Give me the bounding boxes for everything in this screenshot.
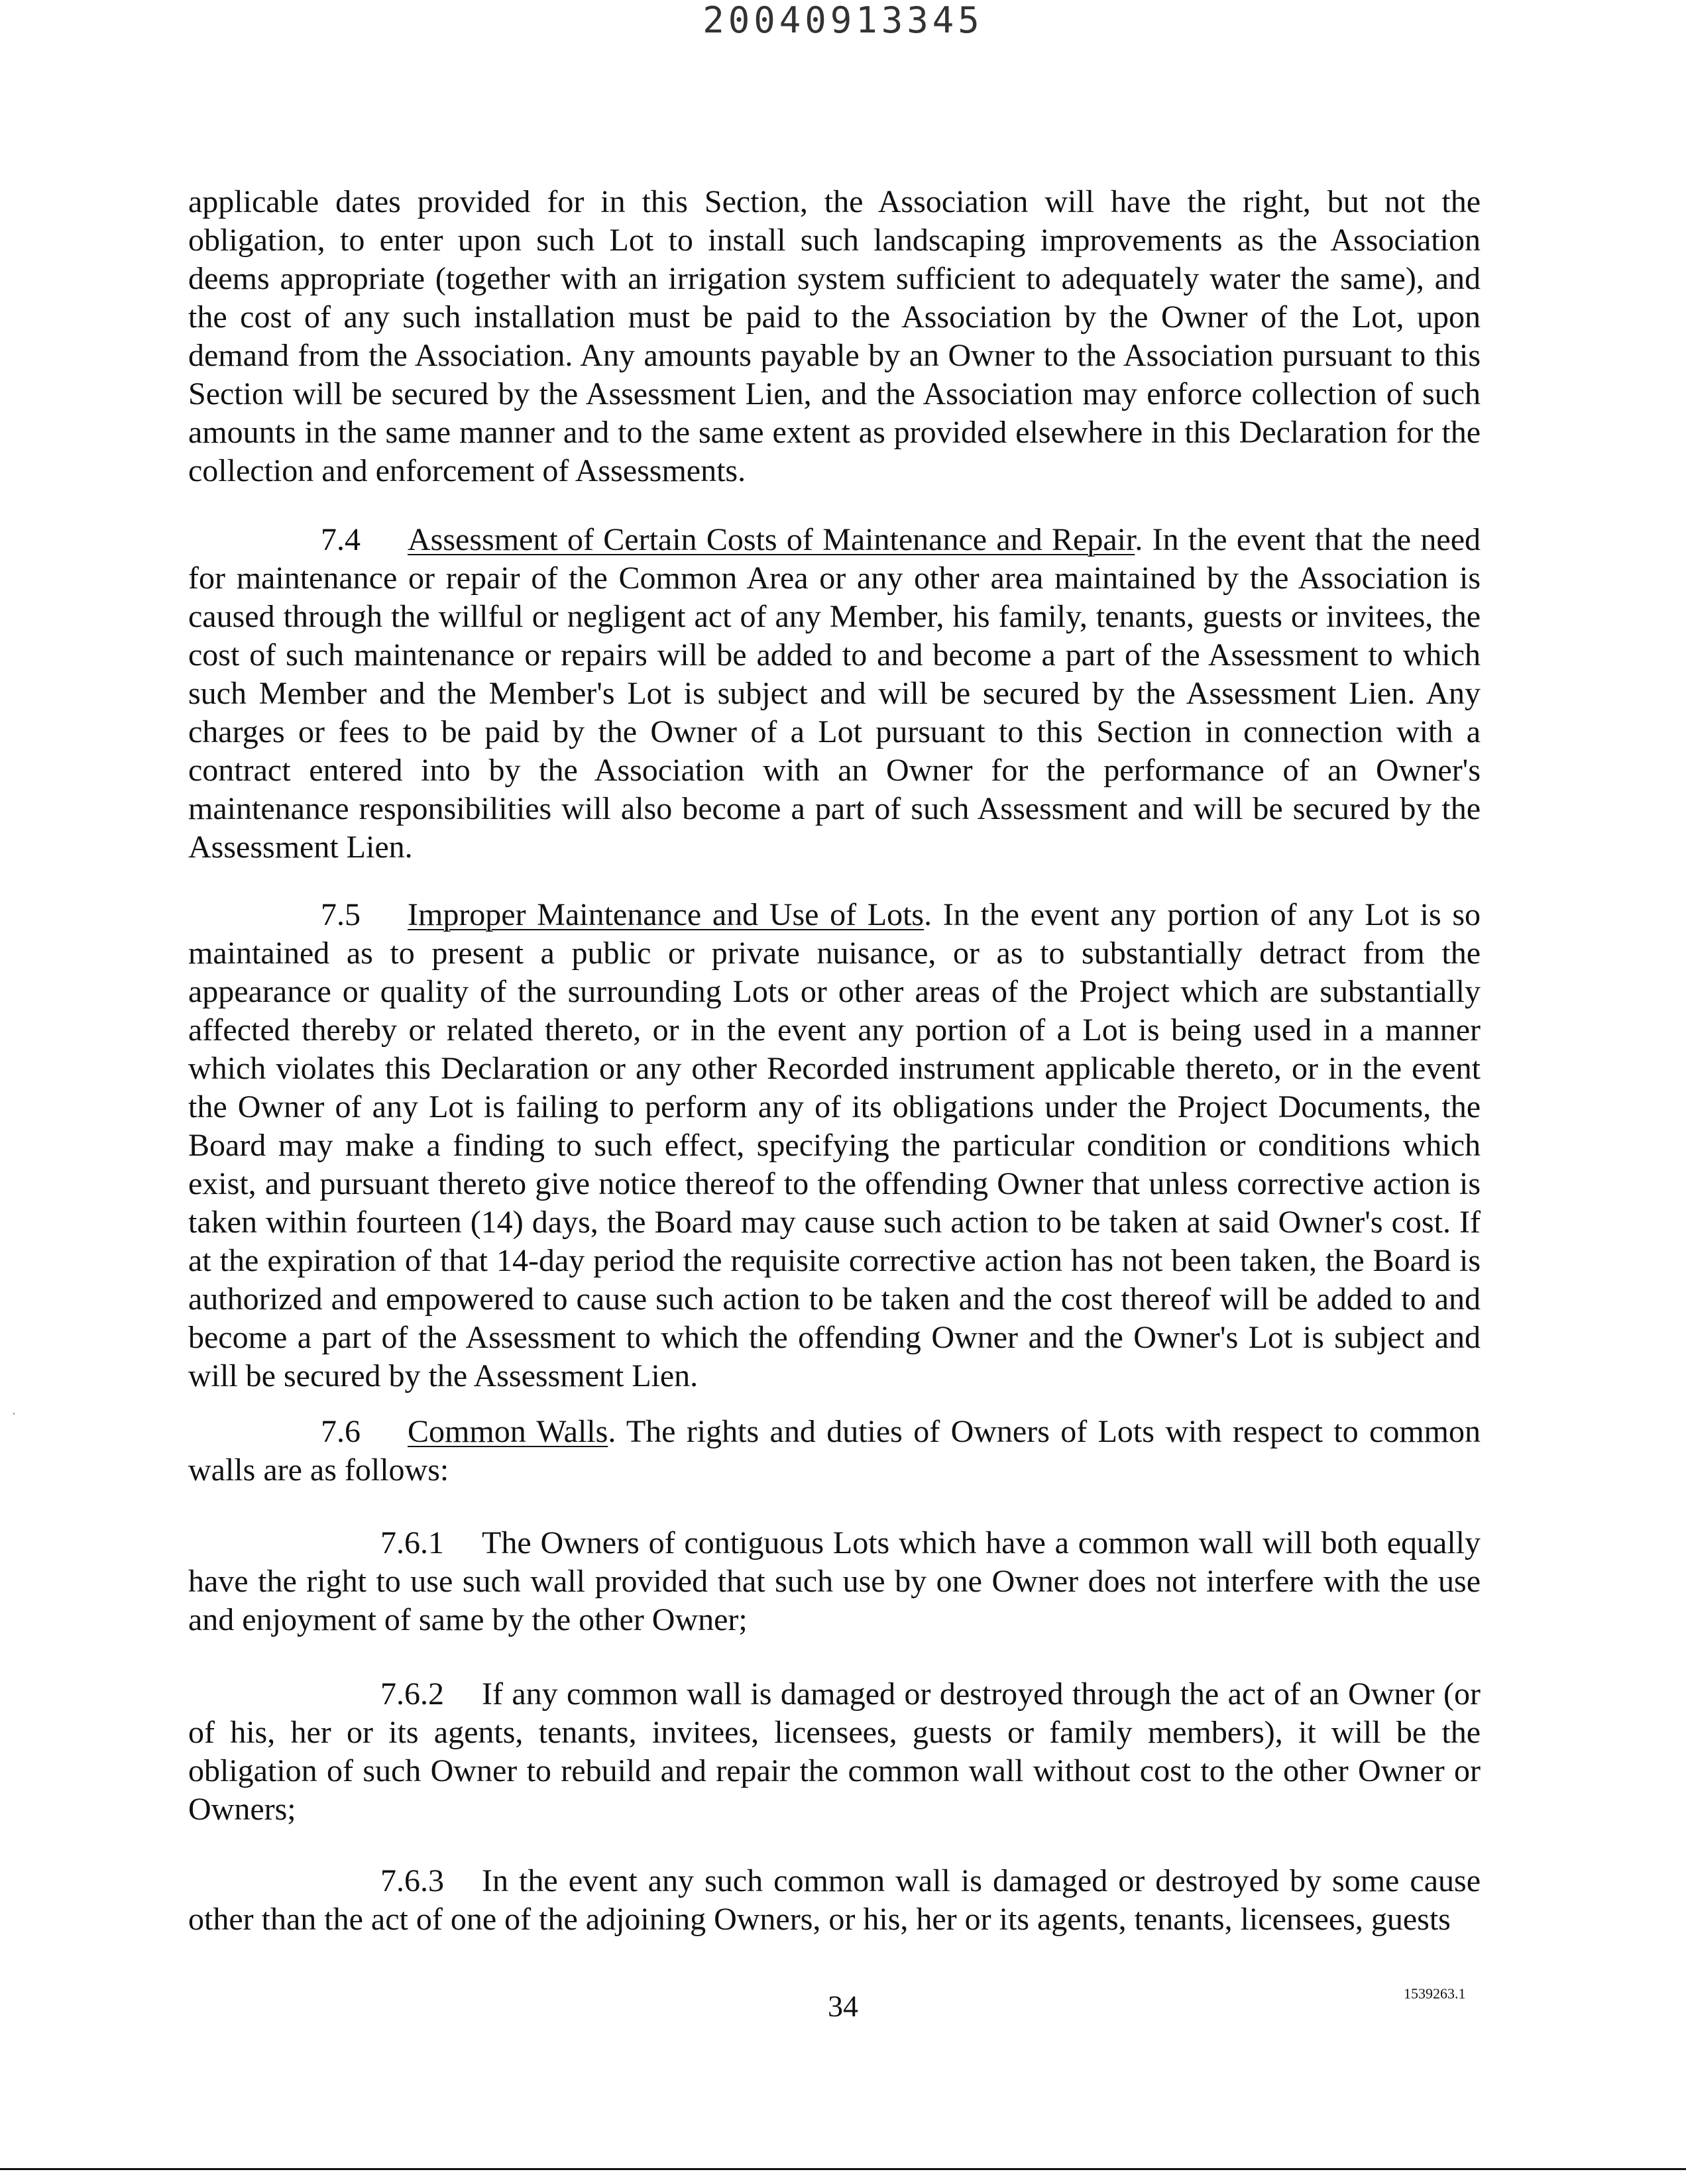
subsection-number: 7.6.1: [380, 1525, 444, 1560]
section-number: 7.4: [321, 522, 361, 557]
section-title: Improper Maintenance and Use of Lots: [408, 897, 925, 932]
document-id: 1539263.1: [1404, 1985, 1466, 2002]
subsection-body: The Owners of contiguous Lots which have a common wall will both equally have the right to use such wall provided that such use by one Owner does not interfere with the use and enjoyment of same by the other Owner;: [188, 1525, 1481, 1637]
subsection-body: In the event any such common wall is damaged or destroyed by some cause other than the act of one of the adjoining Owners, or his, her or its agents, tenants, licensees, guests: [188, 1863, 1481, 1937]
section-7-4: [188, 521, 1481, 867]
subsection-number: 7.6.3: [380, 1863, 444, 1898]
subsection-body: If any common wall is damaged or destroyed through the act of an Owner (or of his, her or its agents, tenants, invitees, licensees, guests or family members), it will be the obligation of such Owner to rebuild and repair the common wall without cost to the other Owner or Owners;: [188, 1676, 1481, 1827]
section-body: . In the event that the need for maintenance or repair of the Common Area or any other area maintained by the Association is caused through the willful or negligent act of any Member, his family, tenants, guests or invitees, the cost of such maintenance or repairs will be added to and become a part of the Assessment to which such Member and the Member's Lot is subject and will be secured by the Assessment Lien. Any charges or fees to be paid by the Owner of a Lot pursuant to this Section in connection with a contract entered into by the Association with an Owner for the performance of an Owner's maintenance responsibilities will also become a part of such Assessment and will be secured by the Assessment Lien.: [188, 522, 1481, 865]
section-title: Assessment of Certain Costs of Maintenance and Repair: [408, 522, 1135, 557]
subsection-number: 7.6.2: [380, 1676, 444, 1712]
scan-speck: [13, 1413, 15, 1415]
section-title: Common Walls: [408, 1414, 608, 1449]
section-7-5: [188, 896, 1481, 1395]
bottom-rule: [0, 2168, 1686, 2170]
subsection-7-6-3: [188, 1862, 1481, 1939]
section-number: 7.6: [321, 1414, 361, 1449]
subsection-7-6-1: [188, 1524, 1481, 1639]
subsection-7-6-2: [188, 1675, 1481, 1829]
section-body: . In the event any portion of any Lot is so maintained as to present a public or private nuisance, or as to substantially detract from the appearance or quality of the surrounding Lots or other areas of the Project which are substantially affected thereby or related thereto, or in the event any portion of a Lot is being used in a manner which violates this Declaration or any other Recorded instrument applicable thereto, or in the event the Owner of any Lot is failing to perform any of its obligations under the Project Documents, the Board may make a finding to such effect, specifying the particular condition or conditions which exist, and pursuant thereto give notice thereof to the offending Owner that unless corrective action is taken within fourteen (14) days, the Board may cause such action to be taken at said Owner's cost. If at the expiration of that 14-day period the requisite corrective action has not been taken, the Board is authorized and empowered to cause such action to be taken and the cost thereof will be added to and become a part of the Assessment to which the offending Owner and the Owner's Lot is subject and will be secured by the Assessment Lien.: [188, 897, 1481, 1393]
paragraph-continuation: applicable dates provided for in this Section, the Association will have the right, but not the obligation, to enter upon such Lot to install such landscaping improvements as the Association deems appropriate (together with an irrigation system sufficient to adequately water the same), and the cost of any such installation must be paid to the Association by the Owner of the Lot, upon demand from the Association. Any amounts payable by an Owner to the Association pursuant to this Section will be secured by the Assessment Lien, and the Association may enforce collection of such amounts in the same manner and to the same extent as provided elsewhere in this Declaration for the collection and enforcement of Assessments.: [188, 184, 1481, 488]
page-number: 34: [828, 1989, 858, 2023]
section-body: . The rights and duties of Owners of Lots with respect to common walls are as follows:: [188, 1414, 1481, 1488]
section-number: 7.5: [321, 897, 361, 932]
recording-number: 20040913345: [702, 0, 984, 41]
section-7-6: [188, 1413, 1481, 1490]
